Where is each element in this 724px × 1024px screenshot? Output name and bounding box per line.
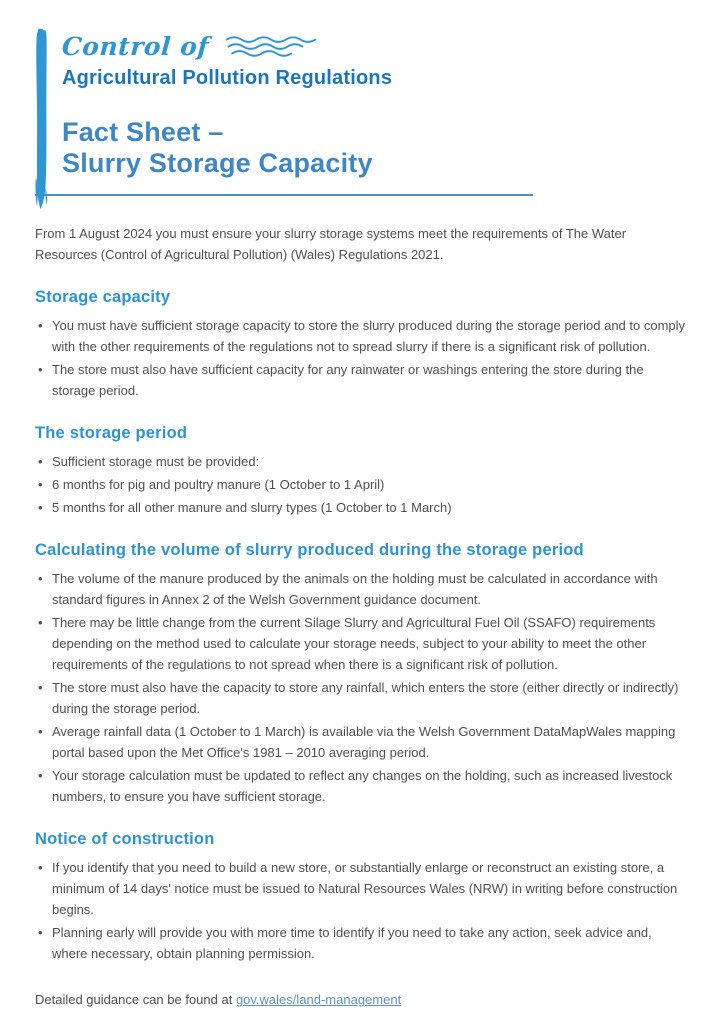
bullet-dot: • (38, 860, 43, 875)
bullet-text: Sufficient storage must be provided: (52, 454, 260, 469)
bullet-text: Your storage calculation must be updated to reflect any changes on the holding, such as increased livestock numbers, to ensure you have sufficient storage. (52, 768, 673, 804)
fact-sheet-title-line1: Fact Sheet – (62, 117, 224, 147)
bullet-item (35, 721, 690, 763)
bullet-item (35, 765, 690, 807)
brush-stroke-icon (32, 28, 51, 210)
bullet-dot: • (38, 571, 43, 586)
bullet-dot: • (38, 362, 43, 377)
section-heading: Storage capacity (35, 288, 171, 306)
bullet-text: If you identify that you need to build a new store, or substantially enlarge or reconstruct an existing store, a minimum of 14 days' notice must be issued to Natural Resources Wales (NRW) in writing before construction begins. (52, 860, 678, 917)
brand-script-row (62, 28, 694, 64)
intro-paragraph: From 1 August 2024 you must ensure your slurry storage systems meet the requirements of The Water Resources (Control of Agricultural Pollution) (Wales) Regulations 2021. (35, 226, 627, 262)
waves-icon (223, 35, 319, 59)
document-body (0, 196, 724, 1010)
guidance-link[interactable]: gov.wales/land-management (235, 992, 402, 1007)
bullet-item (35, 857, 690, 920)
bullet-text: You must have sufficient storage capacity to store the slurry produced during the storage period and to comply with the other requirements of the regulations not to spread slurry if there is a significant risk of pollution. (52, 318, 686, 354)
section-notice-of-construction (35, 827, 690, 964)
section-calculating-the-volume-of-slurry-produced-during-the-storage-period (35, 538, 690, 807)
bullet-list (35, 451, 690, 518)
sections (35, 285, 690, 964)
section-heading: Calculating the volume of slurry produced during the storage period (35, 541, 584, 559)
section-the-storage-period (35, 421, 690, 518)
bullet-item (35, 474, 690, 495)
brand-script-text: Control of (60, 31, 210, 61)
bullet-item (35, 497, 690, 518)
section-storage-capacity (35, 285, 690, 401)
bullet-item (35, 315, 690, 357)
bullet-list (35, 568, 690, 807)
bullet-text: The store must also have sufficient capacity for any rainwater or washings entering the store during the storage period. (52, 362, 644, 398)
bullet-dot: • (38, 680, 43, 695)
header (0, 0, 724, 196)
section-heading: The storage period (35, 424, 188, 442)
brand-title: Agricultural Pollution Regulations (62, 67, 393, 89)
bullet-dot: • (38, 615, 43, 630)
fact-sheet-title (62, 117, 694, 179)
bullet-item (35, 612, 690, 675)
bullet-dot: • (38, 925, 43, 940)
bullet-dot: • (38, 454, 43, 469)
bullet-text: 6 months for pig and poultry manure (1 October to 1 April) (52, 477, 385, 492)
footer-text: Detailed guidance can be found at (35, 992, 236, 1007)
bullet-dot: • (38, 318, 43, 333)
bullet-item (35, 922, 690, 964)
bullet-dot: • (38, 477, 43, 492)
bullet-text: There may be little change from the current Silage Slurry and Agricultural Fuel Oil (SSAFO) requirements depending on the method used to calculate your storage needs, subject to your ability to meet the other requirements of the regulations to not spread when there is a significant risk of pollution. (52, 615, 656, 672)
bullet-item (35, 677, 690, 719)
header-divider (35, 194, 533, 196)
bullet-text: Average rainfall data (1 October to 1 March) is available via the Welsh Government DataMapWales mapping portal based upon the Met Office's 1981 – 2010 averaging period. (52, 724, 676, 760)
bullet-item (35, 568, 690, 610)
bullet-dot: • (38, 500, 43, 515)
bullet-text: The volume of the manure produced by the animals on the holding must be calculated in accordance with standard figures in Annex 2 of the Welsh Government guidance document. (52, 571, 658, 607)
bullet-text: The store must also have the capacity to store any rainfall, which enters the store (either directly or indirectly) during the storage period. (52, 680, 679, 716)
bullet-list (35, 315, 690, 401)
bullet-text: 5 months for all other manure and slurry types (1 October to 1 March) (52, 500, 452, 515)
bullet-text: Planning early will provide you with more time to identify if you need to take any action, seek advice and, where necessary, obtain planning permission. (52, 925, 652, 961)
bullet-item (35, 359, 690, 401)
bullet-dot: • (38, 724, 43, 739)
footer-guidance-line (35, 989, 690, 1010)
bullet-dot: • (38, 768, 43, 783)
bullet-item (35, 451, 690, 472)
section-heading: Notice of construction (35, 830, 215, 848)
bullet-list (35, 857, 690, 964)
fact-sheet-title-line2: Slurry Storage Capacity (62, 148, 373, 178)
